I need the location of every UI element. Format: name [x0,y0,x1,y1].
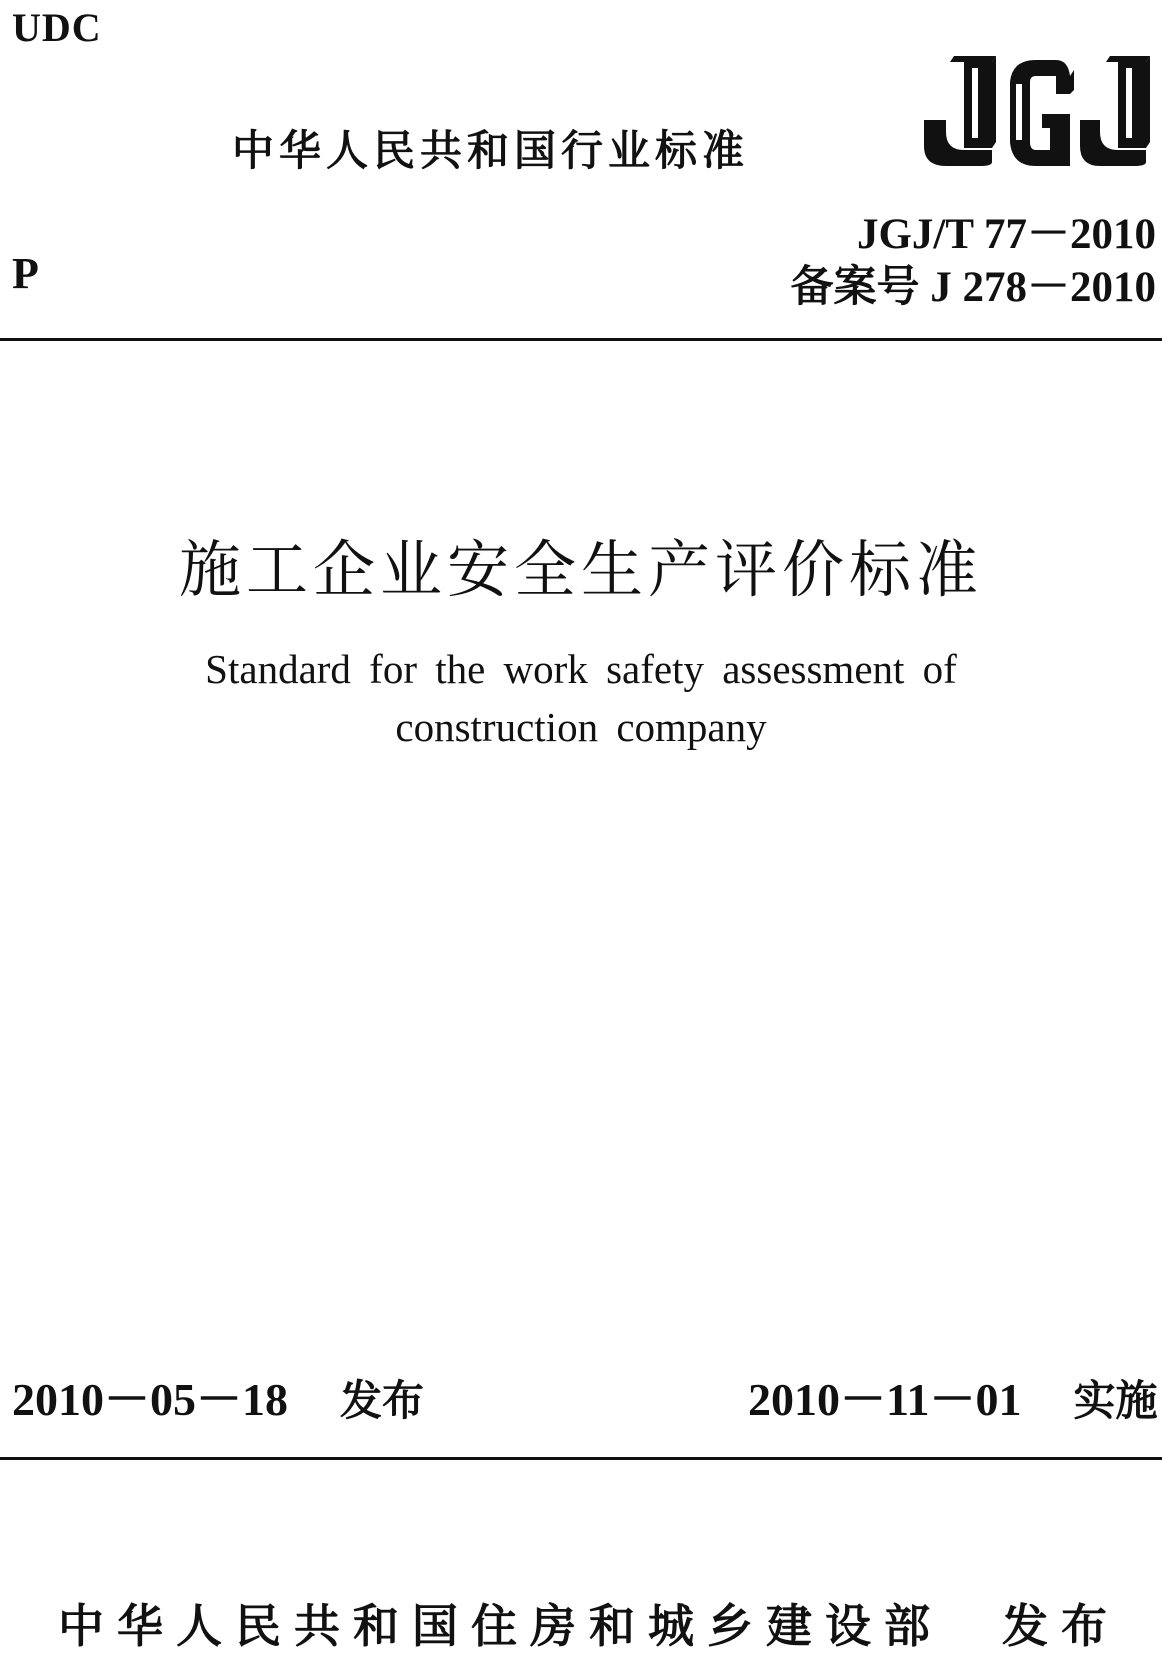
standard-number-block [791,208,1157,314]
effective-date-group [748,1363,1157,1429]
publisher-name: 中华人民共和国住房和城乡建设部 [58,1599,943,1653]
issue-date-group [12,1363,424,1429]
publisher-label: 发布 [1002,1599,1120,1653]
english-title-line-1: Standard for the work safety assessment of [205,646,957,692]
industry-standard-heading: 中华人民共和国行业标准 [232,126,750,175]
effective-date: 2010－11－01 [748,1374,1022,1425]
category-code: P [12,249,39,298]
top-divider [0,338,1162,341]
english-title-line-2: construction company [395,704,767,750]
udc-label: UDC [12,5,102,50]
effective-label: 实施 [1073,1376,1158,1425]
issue-label: 发布 [340,1376,425,1425]
filing-number: 备案号 J 278－2010 [790,264,1156,311]
logo-text: JGJ [920,54,922,55]
standard-number: JGJ/T 77－2010 [856,211,1156,258]
document-title-english [0,640,1162,756]
bottom-divider [0,1457,1162,1460]
jgj-logo [920,54,1160,172]
document-title-chinese: 施工企业安全生产评价标准 [178,533,983,606]
issue-date: 2010－05－18 [12,1374,288,1425]
